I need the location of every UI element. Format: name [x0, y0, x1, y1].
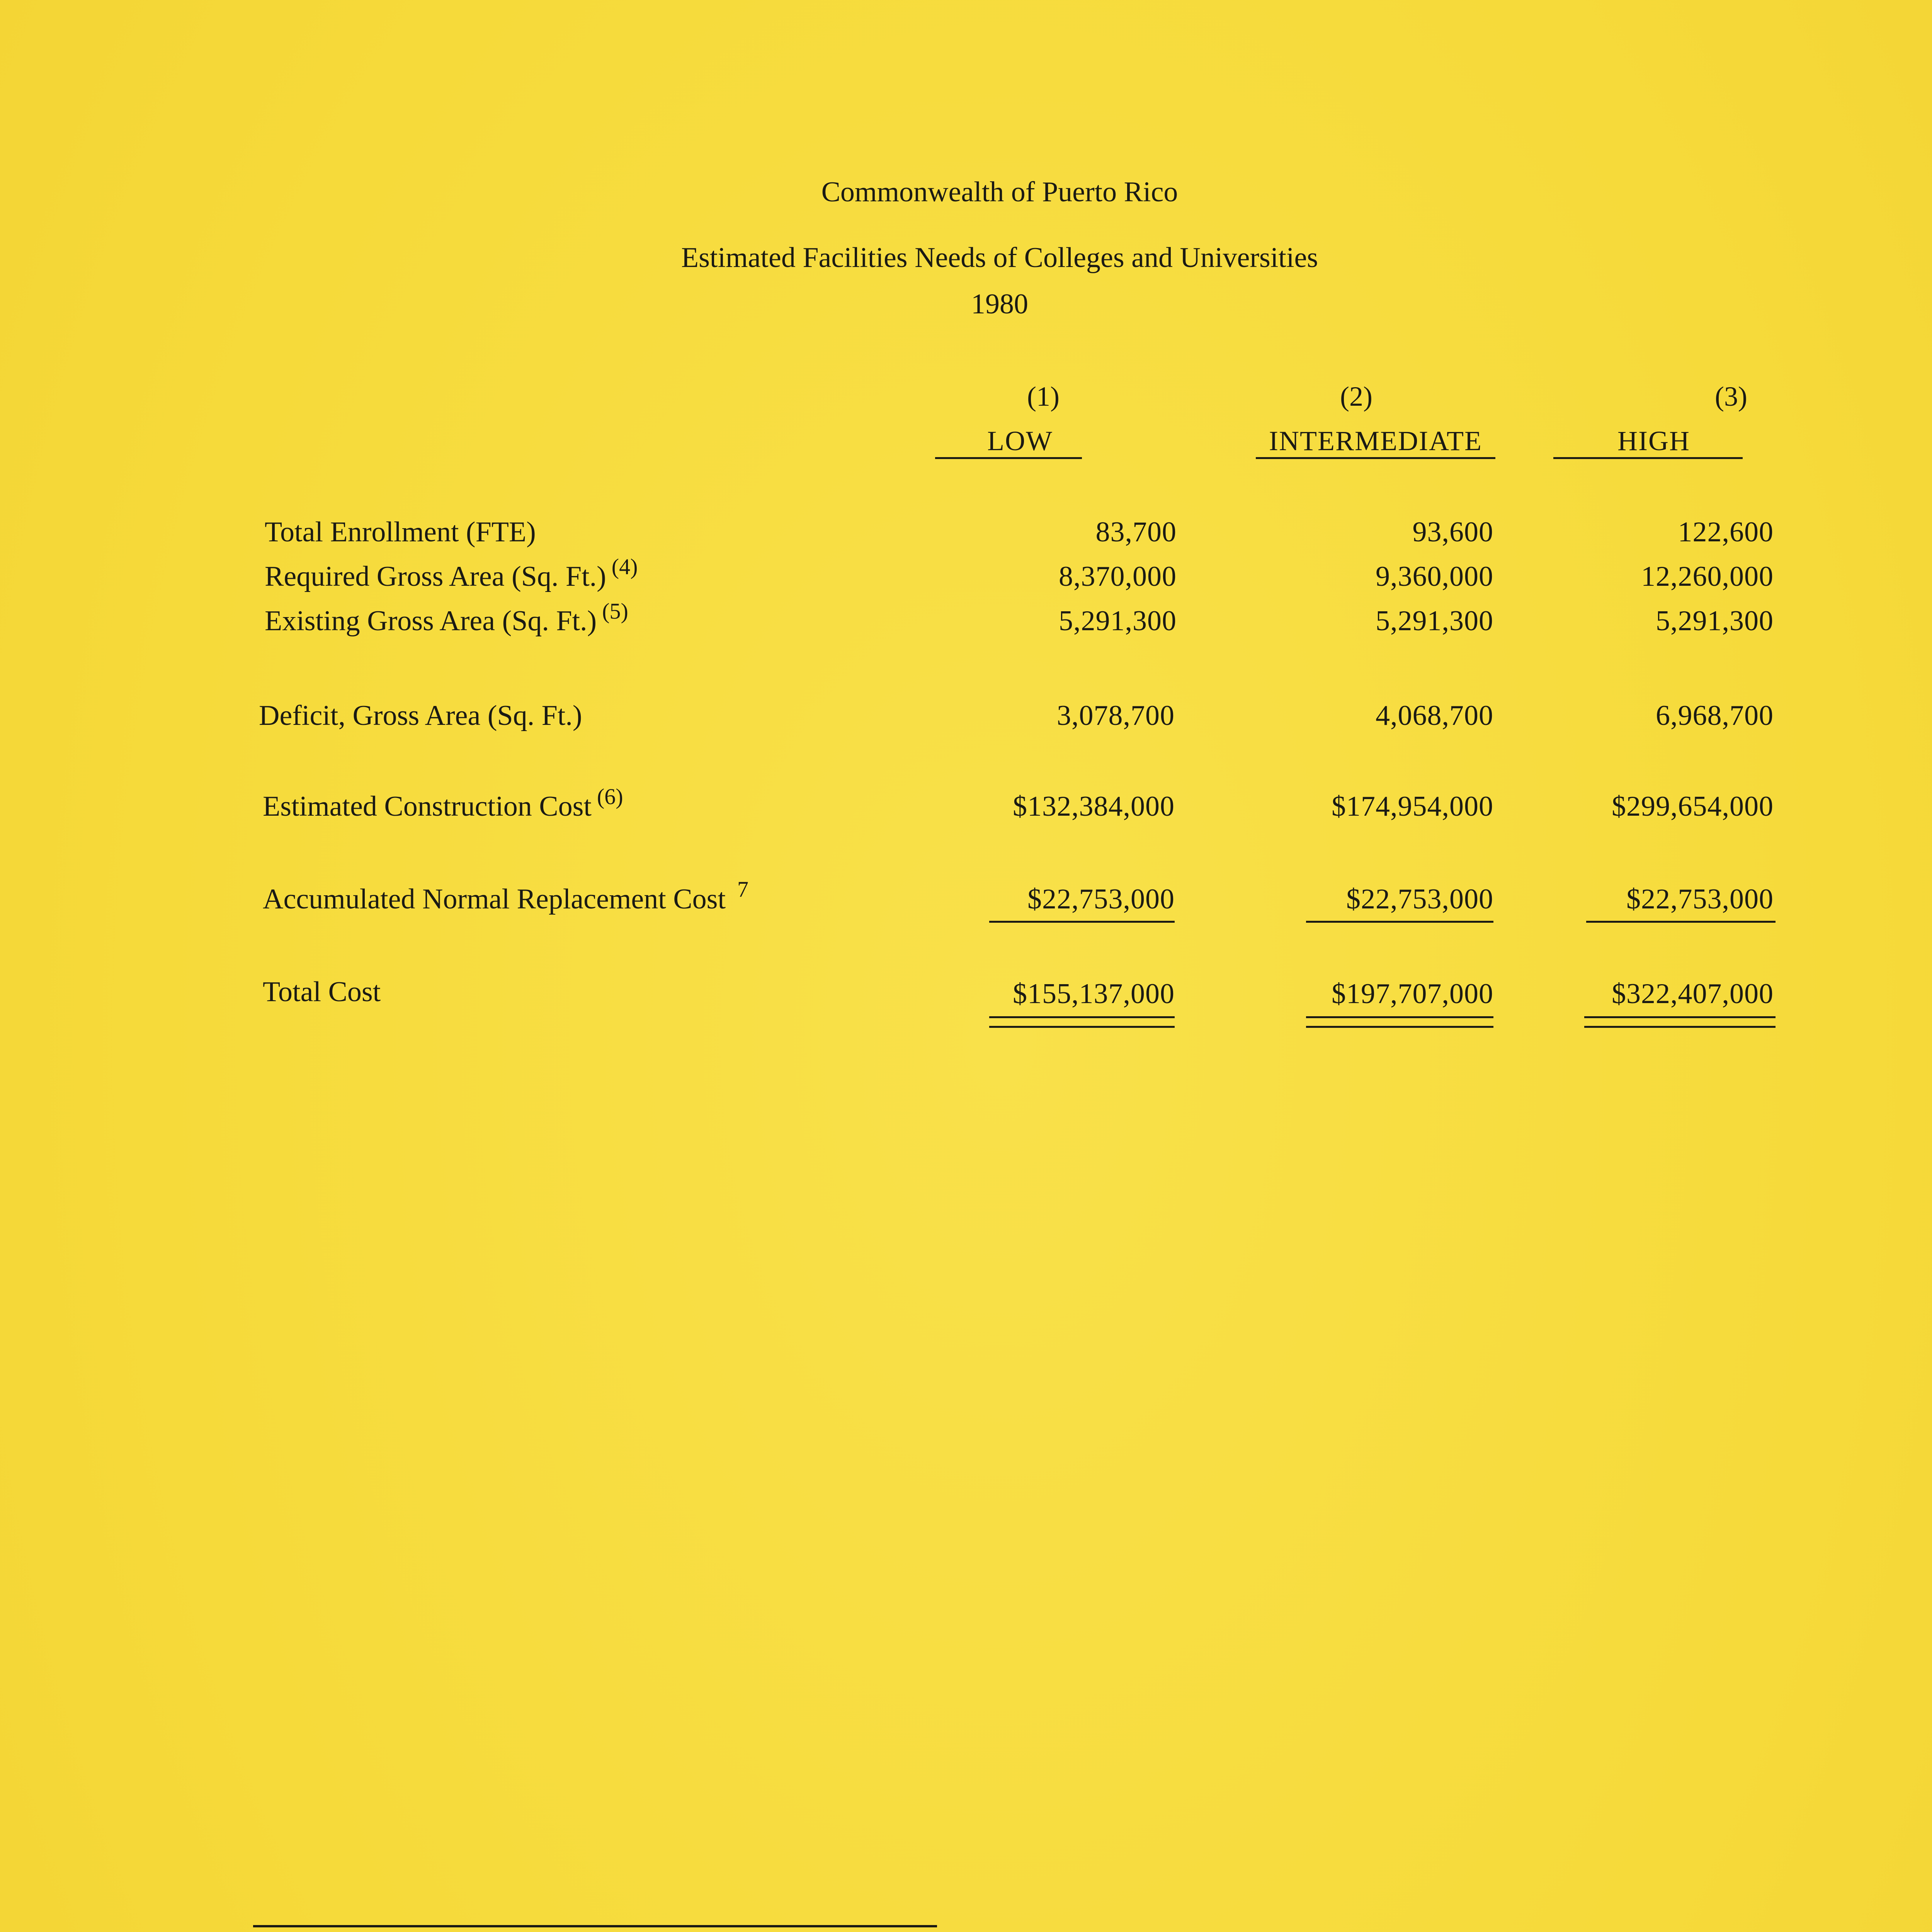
- subtotal-rule-high: [1586, 921, 1776, 923]
- total-double-rule-low-b: [989, 1026, 1175, 1028]
- cell-required-high: 12,260,000: [1641, 561, 1774, 592]
- column-name-high: HIGH: [1617, 425, 1690, 456]
- cell-existing-intermediate: 5,291,300: [1376, 605, 1493, 637]
- column-underline-3: [1553, 457, 1743, 459]
- cell-total-low: $155,137,000: [1013, 978, 1175, 1010]
- footnote-ref-6: (6): [597, 784, 623, 809]
- total-double-rule-low-a: [989, 1016, 1175, 1018]
- row-label-replacement-cost: Accumulated Normal Replacement Cost $^7$: [263, 877, 749, 915]
- cell-total-high: $322,407,000: [1612, 978, 1774, 1010]
- header-line-2: Estimated Facilities Needs of Colleges and Universities: [681, 242, 1318, 274]
- total-double-rule-intermediate-b: [1306, 1026, 1493, 1028]
- cell-enrollment-low: 83,700: [1095, 516, 1177, 548]
- row-label-existing-gross-area: Existing Gross Area (Sq. Ft.) $^{(5)}$: [265, 599, 628, 637]
- row-label-total-cost: Total Cost: [263, 976, 381, 1008]
- cell-enrollment-high: 122,600: [1678, 516, 1774, 548]
- cell-construction-high: $299,654,000: [1612, 791, 1774, 822]
- cell-construction-low: $132,384,000: [1013, 791, 1175, 822]
- cell-existing-high: 5,291,300: [1656, 605, 1774, 637]
- cell-deficit-high: 6,968,700: [1656, 700, 1774, 731]
- row-label-deficit: Deficit, Gross Area (Sq. Ft.): [259, 700, 582, 731]
- total-double-rule-intermediate-a: [1306, 1016, 1493, 1018]
- footnote-ref-5: (5): [602, 599, 628, 624]
- cell-replacement-intermediate: $22,753,000: [1346, 883, 1493, 915]
- cell-deficit-low: 3,078,700: [1057, 700, 1175, 731]
- total-double-rule-high-a: [1584, 1016, 1776, 1018]
- subtotal-rule-low: [989, 921, 1175, 923]
- subtotal-rule-intermediate: [1306, 921, 1493, 923]
- cell-replacement-low: $22,753,000: [1027, 883, 1175, 915]
- cell-replacement-high: $22,753,000: [1626, 883, 1774, 915]
- footnote-ref-4: (4): [611, 554, 638, 579]
- cell-construction-intermediate: $174,954,000: [1332, 791, 1493, 822]
- footnote-separator: [253, 1925, 937, 1927]
- row-label-total-enrollment: Total Enrollment (FTE): [265, 516, 536, 548]
- cell-total-intermediate: $197,707,000: [1332, 978, 1493, 1010]
- row-label-required-gross-area: Required Gross Area (Sq. Ft.) $^{(4)}$: [265, 554, 638, 592]
- column-name-low: LOW: [987, 425, 1053, 456]
- cell-deficit-intermediate: 4,068,700: [1376, 700, 1493, 731]
- footnote-ref-7: 7: [737, 877, 749, 902]
- column-number-3: (3): [1715, 381, 1747, 412]
- cell-existing-low: 5,291,300: [1059, 605, 1177, 637]
- header-line-1: Commonwealth of Puerto Rico: [821, 176, 1178, 208]
- cell-enrollment-intermediate: 93,600: [1412, 516, 1493, 548]
- cell-required-intermediate: 9,360,000: [1376, 561, 1493, 592]
- header-line-3: 1980: [971, 288, 1028, 320]
- column-name-intermediate: INTERMEDIATE: [1269, 425, 1482, 456]
- column-underline-2: [1256, 457, 1495, 459]
- cell-required-low: 8,370,000: [1059, 561, 1177, 592]
- total-double-rule-high-b: [1584, 1026, 1776, 1028]
- column-number-1: (1): [1027, 381, 1060, 412]
- column-number-2: (2): [1340, 381, 1372, 412]
- row-label-construction-cost: Estimated Construction Cost $^{(6)}$: [263, 784, 623, 822]
- column-underline-1: [935, 457, 1082, 459]
